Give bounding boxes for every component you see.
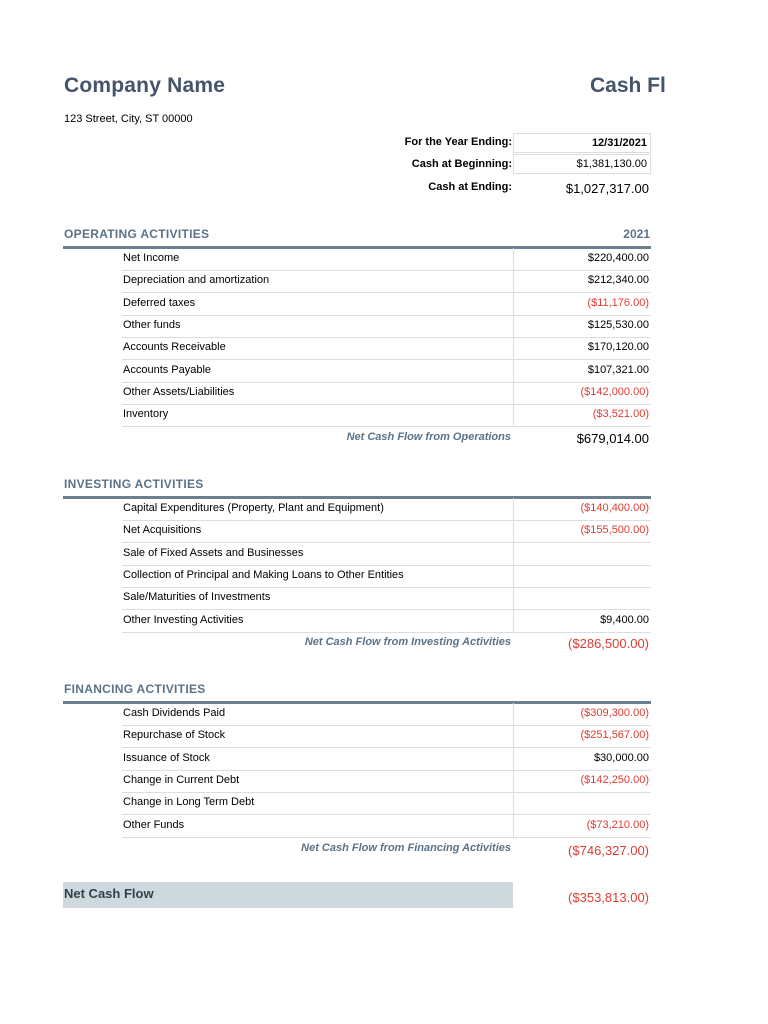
table-row bbox=[122, 248, 651, 271]
net-cash-flow-label: Net Cash Flow bbox=[64, 886, 154, 901]
table-row bbox=[122, 792, 651, 815]
row-value-cell[interactable] bbox=[513, 792, 651, 814]
row-value-cell[interactable]: ($309,300.00) bbox=[513, 703, 651, 725]
net-cash-flow-value: ($353,813.00) bbox=[568, 890, 649, 905]
row-value-cell[interactable]: $107,321.00 bbox=[513, 360, 651, 382]
net-investing-label: Net Cash Flow from Investing Activities bbox=[304, 636, 511, 648]
row-value-cell[interactable] bbox=[513, 565, 651, 587]
row-label: Sale/Maturities of Investments bbox=[123, 591, 271, 604]
row-label: Accounts Payable bbox=[123, 363, 212, 376]
year-header: 2021 bbox=[623, 227, 650, 241]
table-row bbox=[122, 498, 651, 521]
investing-section-title: INVESTING ACTIVITIES bbox=[64, 477, 204, 491]
company-name: Company Name bbox=[64, 74, 226, 97]
row-value-cell[interactable]: ($155,500.00) bbox=[513, 520, 651, 542]
row-value-cell[interactable]: ($142,000.00) bbox=[513, 382, 651, 404]
table-row bbox=[122, 587, 651, 610]
row-label: Deferred taxes bbox=[123, 296, 196, 309]
row-label: Net Acquisitions bbox=[123, 524, 202, 537]
cash-beginning-label: Cash at Beginning: bbox=[411, 158, 512, 170]
net-operations-value: $679,014.00 bbox=[576, 431, 649, 446]
row-label: Change in Long Term Debt bbox=[123, 796, 255, 809]
row-label: Repurchase of Stock bbox=[123, 729, 226, 742]
net-operations-label: Net Cash Flow from Operations bbox=[346, 431, 511, 443]
row-value-cell[interactable]: $9,400.00 bbox=[513, 610, 651, 632]
row-label: Capital Expenditures (Property, Plant and Equipment) bbox=[123, 502, 384, 514]
cash-beginning-cell[interactable]: $1,381,130.00 bbox=[513, 154, 651, 174]
table-row bbox=[122, 748, 651, 771]
row-label: Other funds bbox=[123, 318, 181, 331]
table-row bbox=[122, 270, 651, 293]
row-value-cell[interactable]: ($142,250.00) bbox=[513, 770, 651, 792]
table-row bbox=[122, 293, 651, 316]
row-value-cell[interactable]: ($3,521.00) bbox=[513, 404, 651, 426]
table-row bbox=[122, 703, 651, 726]
row-label: Accounts Receivable bbox=[123, 341, 226, 354]
row-value-cell[interactable]: $212,340.00 bbox=[513, 270, 651, 292]
document-title: Cash Fl bbox=[590, 74, 666, 97]
row-label: Sale of Fixed Assets and Businesses bbox=[123, 546, 304, 559]
table-row bbox=[122, 520, 651, 543]
table-row bbox=[122, 610, 651, 633]
table-row bbox=[122, 337, 651, 360]
row-label: Net Income bbox=[123, 252, 180, 264]
row-value-cell[interactable]: ($251,567.00) bbox=[513, 725, 651, 747]
row-label: Issuance of Stock bbox=[123, 751, 210, 764]
row-label: Other Funds bbox=[123, 818, 185, 831]
table-row bbox=[122, 770, 651, 793]
row-value-cell[interactable] bbox=[513, 587, 651, 609]
row-value-cell[interactable] bbox=[513, 543, 651, 565]
row-value-cell[interactable]: $220,400.00 bbox=[513, 248, 651, 270]
table-row bbox=[122, 815, 651, 838]
net-investing-value: ($286,500.00) bbox=[568, 636, 649, 651]
row-label: Other Assets/Liabilities bbox=[123, 385, 235, 398]
operating-section-title: OPERATING ACTIVITIES bbox=[64, 227, 210, 241]
row-value-cell[interactable]: $30,000.00 bbox=[513, 748, 651, 770]
row-value-cell[interactable]: ($11,176.00) bbox=[513, 293, 651, 315]
table-row bbox=[122, 404, 651, 427]
year-ending-cell[interactable]: 12/31/2021 bbox=[513, 133, 651, 153]
row-value-cell[interactable]: ($140,400.00) bbox=[513, 498, 651, 520]
table-row bbox=[122, 360, 651, 383]
row-label: Change in Current Debt bbox=[123, 773, 240, 786]
row-label: Depreciation and amortization bbox=[123, 274, 270, 287]
company-address: 123 Street, City, ST 00000 bbox=[64, 113, 193, 125]
row-label: Inventory bbox=[123, 408, 169, 421]
row-value-cell[interactable]: $125,530.00 bbox=[513, 315, 651, 337]
row-label: Cash Dividends Paid bbox=[123, 707, 226, 719]
table-row bbox=[122, 543, 651, 566]
row-label: Other Investing Activities bbox=[123, 613, 244, 626]
cash-ending-label: Cash at Ending: bbox=[428, 181, 512, 193]
table-row bbox=[122, 315, 651, 338]
row-value-cell[interactable]: ($73,210.00) bbox=[513, 815, 651, 837]
table-row bbox=[122, 725, 651, 748]
table-row bbox=[122, 382, 651, 405]
financing-section-title: FINANCING ACTIVITIES bbox=[64, 682, 206, 696]
row-value-cell[interactable]: $170,120.00 bbox=[513, 337, 651, 359]
year-ending-label: For the Year Ending: bbox=[404, 136, 512, 148]
row-label: Collection of Principal and Making Loans to Other Entities bbox=[123, 568, 404, 581]
cash-ending-value: $1,027,317.00 bbox=[565, 181, 649, 196]
net-financing-label: Net Cash Flow from Financing Activities bbox=[301, 842, 511, 854]
table-row bbox=[122, 565, 651, 588]
net-financing-value: ($746,327.00) bbox=[568, 843, 649, 858]
